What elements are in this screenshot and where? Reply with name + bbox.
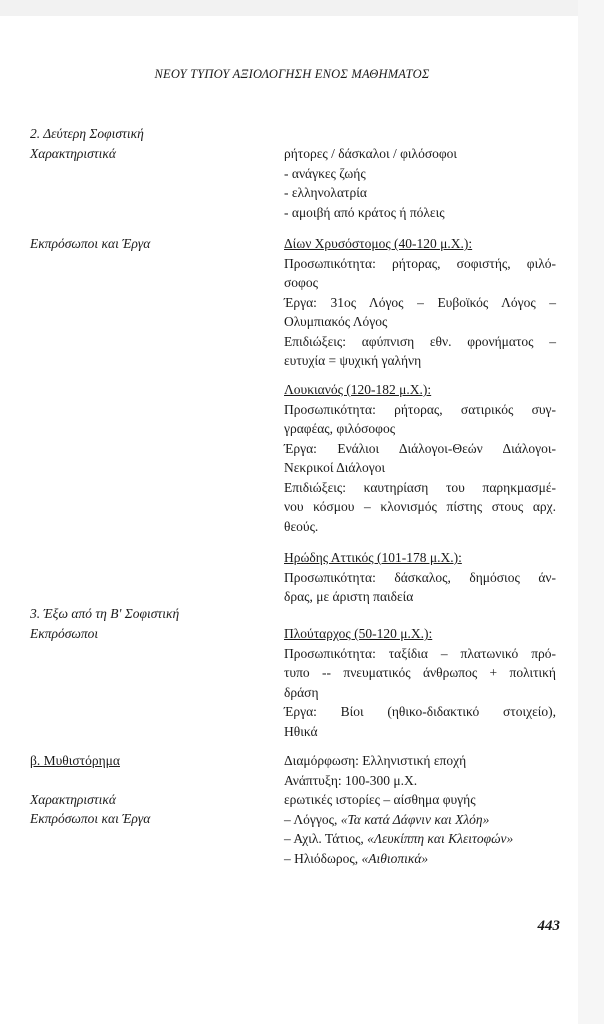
dion-entry: [284, 234, 556, 371]
herodes-line: Προσωπικότητα: δάσκαλος, δημόσιος άν-: [284, 569, 556, 585]
dion-line: Προσωπικότητα: ρήτορας, σοφιστής, φιλό-: [284, 255, 556, 271]
lucian-line: νου κόσμου – κλονισμός πίστης στους αρχ.: [284, 499, 556, 514]
dion-line: Ολυμπιακός Λόγος: [284, 314, 388, 329]
novel-line: ερωτικές ιστορίες – αίσθημα φυγής: [284, 792, 476, 807]
work-author: – Ηλιόδωρος,: [284, 850, 362, 866]
plutarch-line: Προσωπικότητα: ταξίδια – πλατωνικό πρό-: [284, 645, 556, 661]
plutarch-line: Έργα: Βίοι (ηθικο-διδακτικό στοιχείο),: [284, 704, 556, 719]
lucian-line: γραφέας, φιλόσοφος: [284, 421, 396, 436]
section-3-title: 3. Έξω από τη Β' Σοφιστική: [30, 606, 180, 621]
novel-features-label: Χαρακτηριστικά: [30, 791, 116, 807]
section-3-representatives-label: Εκπρόσωποι: [30, 625, 99, 641]
plutarch-line: δράση: [284, 684, 319, 700]
running-header: ΝΕΟΥ ΤΥΠΟΥ ΑΞΙΟΛΟΓΗΣΗ ΕΝΟΣ ΜΑΘΗΜΑΤΟΣ: [154, 67, 430, 81]
feature-item: - ανάγκες ζωής: [284, 165, 366, 181]
lucian-entry: [284, 380, 556, 536]
novel-labels: [30, 751, 260, 829]
section-2-labels: [30, 124, 260, 163]
dion-line: Επιδιώξεις: αφύπνιση εθν. φρονήματος –: [284, 333, 556, 349]
herodes-heading: Ηρώδης Αττικός (101-178 μ.Χ.):: [284, 550, 462, 565]
representatives-label: Εκπρόσωποι και Έργα: [30, 236, 151, 251]
lucian-line: θεούς.: [284, 518, 319, 534]
dion-line: ευτυχία = ψυχική γαλήνη: [284, 353, 422, 368]
section-2-features: [284, 144, 556, 222]
section-2-title: 2. Δεύτερη Σοφιστική: [30, 126, 144, 141]
novel-work: [284, 810, 556, 830]
lucian-heading: Λουκιανός (120-182 μ.Χ.):: [284, 382, 432, 397]
lucian-line: Νεκρικοί Διάλογοι: [284, 460, 386, 475]
herodes-line: δρας, με άριστη παιδεία: [284, 589, 414, 604]
lucian-line: Προσωπικότητα: ρήτορας, σατιρικός συγ-: [284, 401, 556, 417]
plutarch-line: Ηθικά: [284, 723, 318, 739]
lucian-line: Επιδιώξεις: καυτηρίαση του παρηκμασμέ-: [284, 479, 556, 495]
novel-title: β. Μυθιστόρημα: [30, 753, 120, 768]
section-3-labels: [30, 604, 260, 643]
scan-right-edge: [578, 0, 604, 1024]
novel-entry: [284, 751, 556, 868]
plutarch-entry: [284, 624, 556, 741]
scan-top-edge: [0, 0, 604, 16]
plutarch-heading: Πλούταρχος (50-120 μ.Χ.):: [284, 626, 433, 641]
work-title: «Τα κατά Δάφνιν και Χλόη»: [340, 811, 490, 827]
representatives-label-block: [30, 234, 260, 254]
plutarch-line: τυπο -- πνευματικός άνθρωπος + πολιτική: [284, 665, 556, 680]
work-author: – Αχιλ. Τάτιος,: [284, 831, 368, 846]
section-2-features-label: Χαρακτηριστικά: [30, 145, 116, 161]
work-title: «Λευκίππη και Κλειτοφών»: [367, 831, 514, 846]
dion-line: σοφος: [284, 275, 318, 290]
novel-representatives-label: Εκπρόσωποι και Έργα: [30, 811, 151, 826]
novel-work: [284, 849, 556, 869]
herodes-entry: [284, 548, 556, 607]
feature-item: - αμοιβή από κράτος ή πόλεις: [284, 204, 445, 220]
page-number: 443: [537, 918, 560, 934]
lucian-line: Έργα: Ενάλιοι Διάλογοι-Θεών Διάλογοι-: [284, 440, 556, 456]
feature-item: - ελληνολατρία: [284, 185, 367, 200]
dion-heading: Δίων Χρυσόστομος (40-120 μ.Χ.):: [284, 236, 473, 251]
dion-line: Έργα: 31ος Λόγος – Ευβοϊκός Λόγος –: [284, 294, 556, 310]
novel-line: Διαμόρφωση: Ελληνιστική εποχή: [284, 753, 467, 768]
novel-line: Ανάπτυξη: 100-300 μ.Χ.: [284, 772, 418, 788]
work-title: «Αιθιοπικά»: [361, 850, 429, 866]
feature-item: ρήτορες / δάσκαλοι / φιλόσοφοι: [284, 146, 458, 161]
work-author: – Λόγγος,: [284, 811, 341, 827]
novel-work: [284, 829, 556, 849]
